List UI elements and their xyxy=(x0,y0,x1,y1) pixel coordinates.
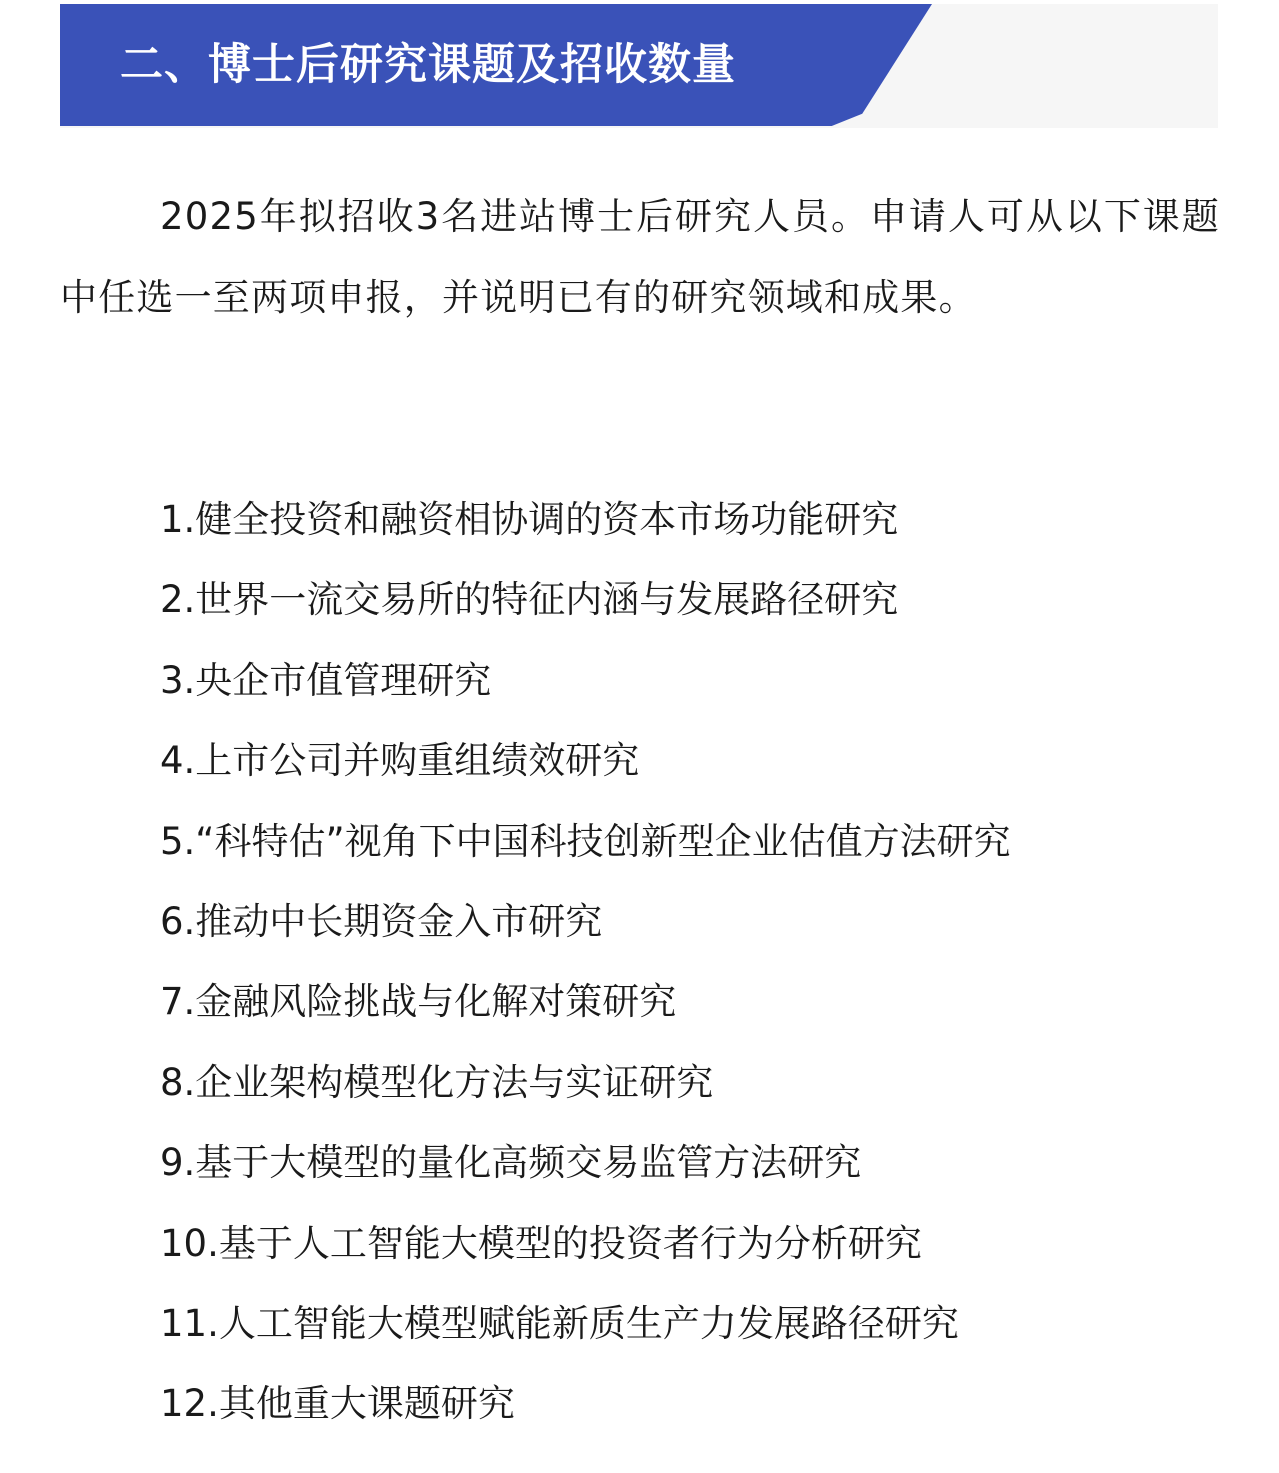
topic-item-11: 11.人工智能大模型赋能新质生产力发展路径研究 xyxy=(160,1301,959,1345)
topic-item-9: 9.基于大模型的量化高频交易监管方法研究 xyxy=(160,1141,862,1185)
topic-item-6: 6.推动中长期资金入市研究 xyxy=(160,899,603,943)
research-topic-list xyxy=(160,480,1011,1445)
topic-item-3: 3.央企市值管理研究 xyxy=(160,658,492,702)
topic-item-8: 8.企业架构模型化方法与实证研究 xyxy=(160,1060,714,1104)
topic-item-5: 5.“科特估”视角下中国科技创新型企业估值方法研究 xyxy=(160,819,1011,863)
topic-item-4: 4.上市公司并购重组绩效研究 xyxy=(160,739,640,783)
section-title: 二、博士后研究课题及招收数量 xyxy=(120,40,736,90)
topic-item-12: 12.其他重大课题研究 xyxy=(160,1382,515,1426)
topic-item-2: 2.世界一流交易所的特征内涵与发展路径研究 xyxy=(160,578,899,622)
topic-item-1: 1.健全投资和融资相协调的资本市场功能研究 xyxy=(160,498,899,541)
topic-item-7: 7.金融风险挑战与化解对策研究 xyxy=(160,980,677,1024)
topic-item-10: 10.基于人工智能大模型的投资者行为分析研究 xyxy=(160,1221,922,1265)
intro-paragraph: 2025年拟招收3名进站博士后研究人员。申请人可从以下课题中任选一至两项申报，并说明已有的研究领域和成果。 xyxy=(60,195,1220,319)
